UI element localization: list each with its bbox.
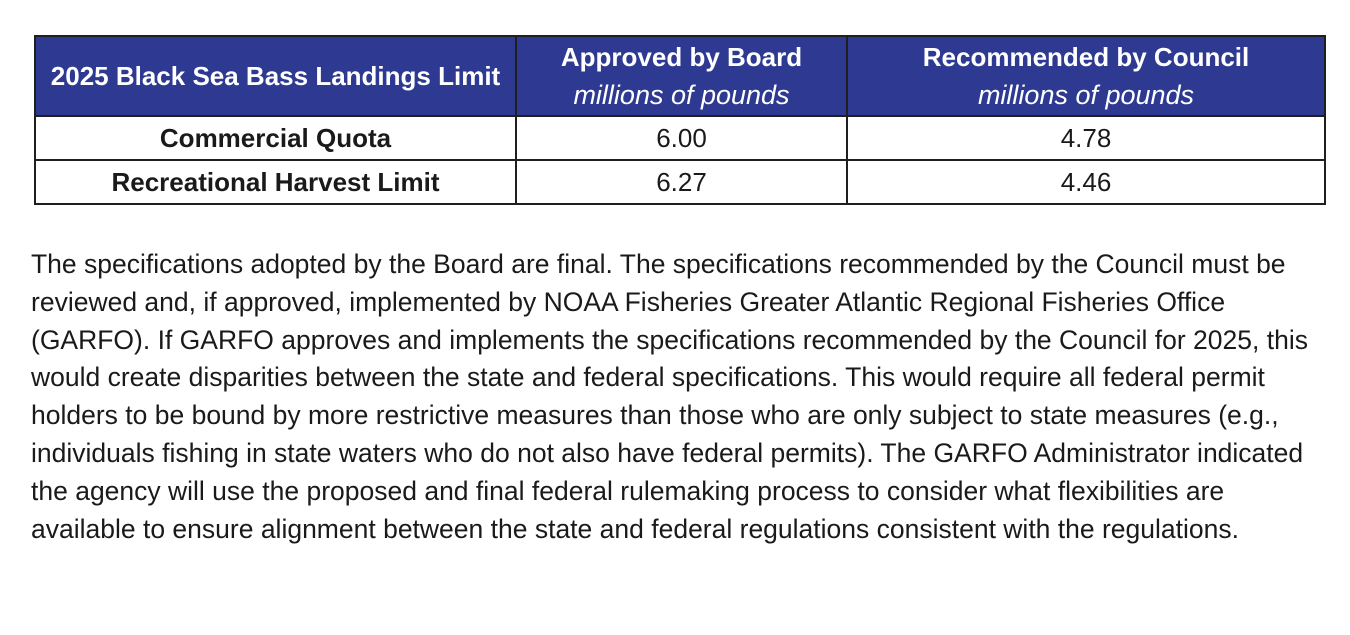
header-recommended-by-council-unit: millions of pounds	[977, 80, 1195, 110]
table-header-row	[35, 36, 1325, 116]
cell-recreational-board: 6.27	[516, 160, 847, 204]
row-label-commercial-quota: Commercial Quota	[35, 116, 516, 160]
header-approved-by-board	[516, 36, 847, 116]
specifications-paragraph: The specifications adopted by the Board are final. The specifications recommended by the Council must be reviewed and, if approved, implemented by NOAA Fisheries Greater Atlantic Regional Fisheries Office (GARFO). If GARFO approves and implements the specifications recommended by the Council for 2025, this would create disparities between the state and federal specifications. This would require all federal permit holders to be bound by more restrictive measures than those who are only subject to state measures (e.g., individuals fishing in state waters who do not also have federal permits). The GARFO Administrator indicated the agency will use the proposed and final federal rulemaking process to consider what flexibilities are available to ensure alignment between the state and federal regulations consistent with the regulations.	[31, 249, 1308, 544]
table-row-recreational-harvest-limit	[35, 160, 1325, 204]
header-recommended-by-council-title: Recommended by Council	[922, 42, 1250, 72]
header-recommended-by-council	[847, 36, 1325, 116]
cell-recreational-council: 4.46	[847, 160, 1325, 204]
cell-commercial-board: 6.00	[516, 116, 847, 160]
table-row-commercial-quota	[35, 116, 1325, 160]
header-approved-by-board-title: Approved by Board	[560, 42, 803, 72]
landings-limit-table	[34, 35, 1326, 205]
row-label-recreational-harvest-limit: Recreational Harvest Limit	[35, 160, 516, 204]
header-landings-limit	[35, 36, 516, 116]
cell-commercial-council: 4.78	[847, 116, 1325, 160]
header-approved-by-board-unit: millions of pounds	[573, 80, 790, 110]
header-landings-limit-title: 2025 Black Sea Bass Landings Limit	[50, 61, 501, 91]
